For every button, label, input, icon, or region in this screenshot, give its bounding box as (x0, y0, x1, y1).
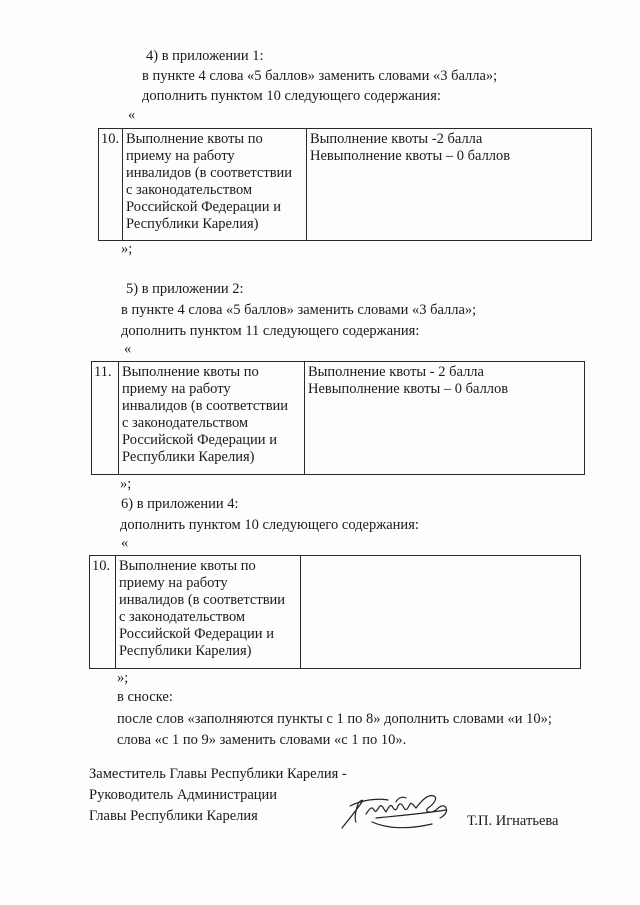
section6-heading: 6) в приложении 4: (121, 496, 239, 512)
section5-line1: в пункте 4 слова «5 баллов» заменить словами «3 балла»; (121, 302, 477, 318)
section6-line1: дополнить пунктом 10 следующего содержания: (120, 517, 419, 533)
table-row (92, 362, 585, 475)
section6-close-quote: »; (117, 670, 129, 686)
row-points: Выполнение квоты -2 балла Невыполнение квоты – 0 баллов (307, 129, 592, 241)
row-points (301, 556, 581, 669)
section5-heading: 5) в приложении 2: (126, 281, 244, 297)
section5-open-quote: « (124, 341, 132, 357)
footnote-heading: в сноске: (117, 689, 173, 705)
section4-open-quote: « (128, 107, 136, 123)
section4-table (98, 128, 592, 241)
row-number: 10. (99, 129, 123, 241)
section6-open-quote: « (121, 535, 129, 551)
section5-table (91, 361, 585, 475)
table-row (99, 129, 592, 241)
row-number: 11. (92, 362, 119, 475)
handwritten-signature (336, 788, 466, 838)
row-number: 10. (90, 556, 116, 669)
footnote-line2: слова «с 1 по 9» заменить словами «с 1 по 10». (117, 732, 407, 748)
row-criterion: Выполнение квоты по приему на работу инвалидов (в соответствии с законодательством Российской Федерации и Республики Карелия) (123, 129, 307, 241)
footnote-line1: после слов «заполняются пункты с 1 по 8» дополнить словами «и 10»; (117, 711, 552, 727)
section6-table (89, 555, 581, 669)
section4-heading: 4) в приложении 1: (146, 48, 264, 64)
row-points: Выполнение квоты - 2 балла Невыполнение квоты – 0 баллов (305, 362, 585, 475)
signatory-name: Т.П. Игнатьева (467, 813, 559, 829)
section4-line2: дополнить пунктом 10 следующего содержания: (142, 88, 441, 104)
section5-close-quote: »; (120, 476, 132, 492)
section4-close-quote: »; (121, 241, 133, 257)
section5-line2: дополнить пунктом 11 следующего содержания: (121, 323, 420, 339)
table-row (90, 556, 581, 669)
row-criterion: Выполнение квоты по приему на работу инвалидов (в соответствии с законодательством Российской Федерации и Республики Карелия) (119, 362, 305, 475)
row-criterion: Выполнение квоты по приему на работу инвалидов (в соответствии с законодательством Российской Федерации и Республики Карелия) (116, 556, 301, 669)
signatory-title-line3: Главы Республики Карелия (89, 808, 258, 824)
signatory-title-line1: Заместитель Главы Республики Карелия - (89, 766, 347, 782)
signatory-title-line2: Руководитель Администрации (89, 787, 278, 803)
section4-line1: в пункте 4 слова «5 баллов» заменить словами «3 балла»; (142, 68, 498, 84)
